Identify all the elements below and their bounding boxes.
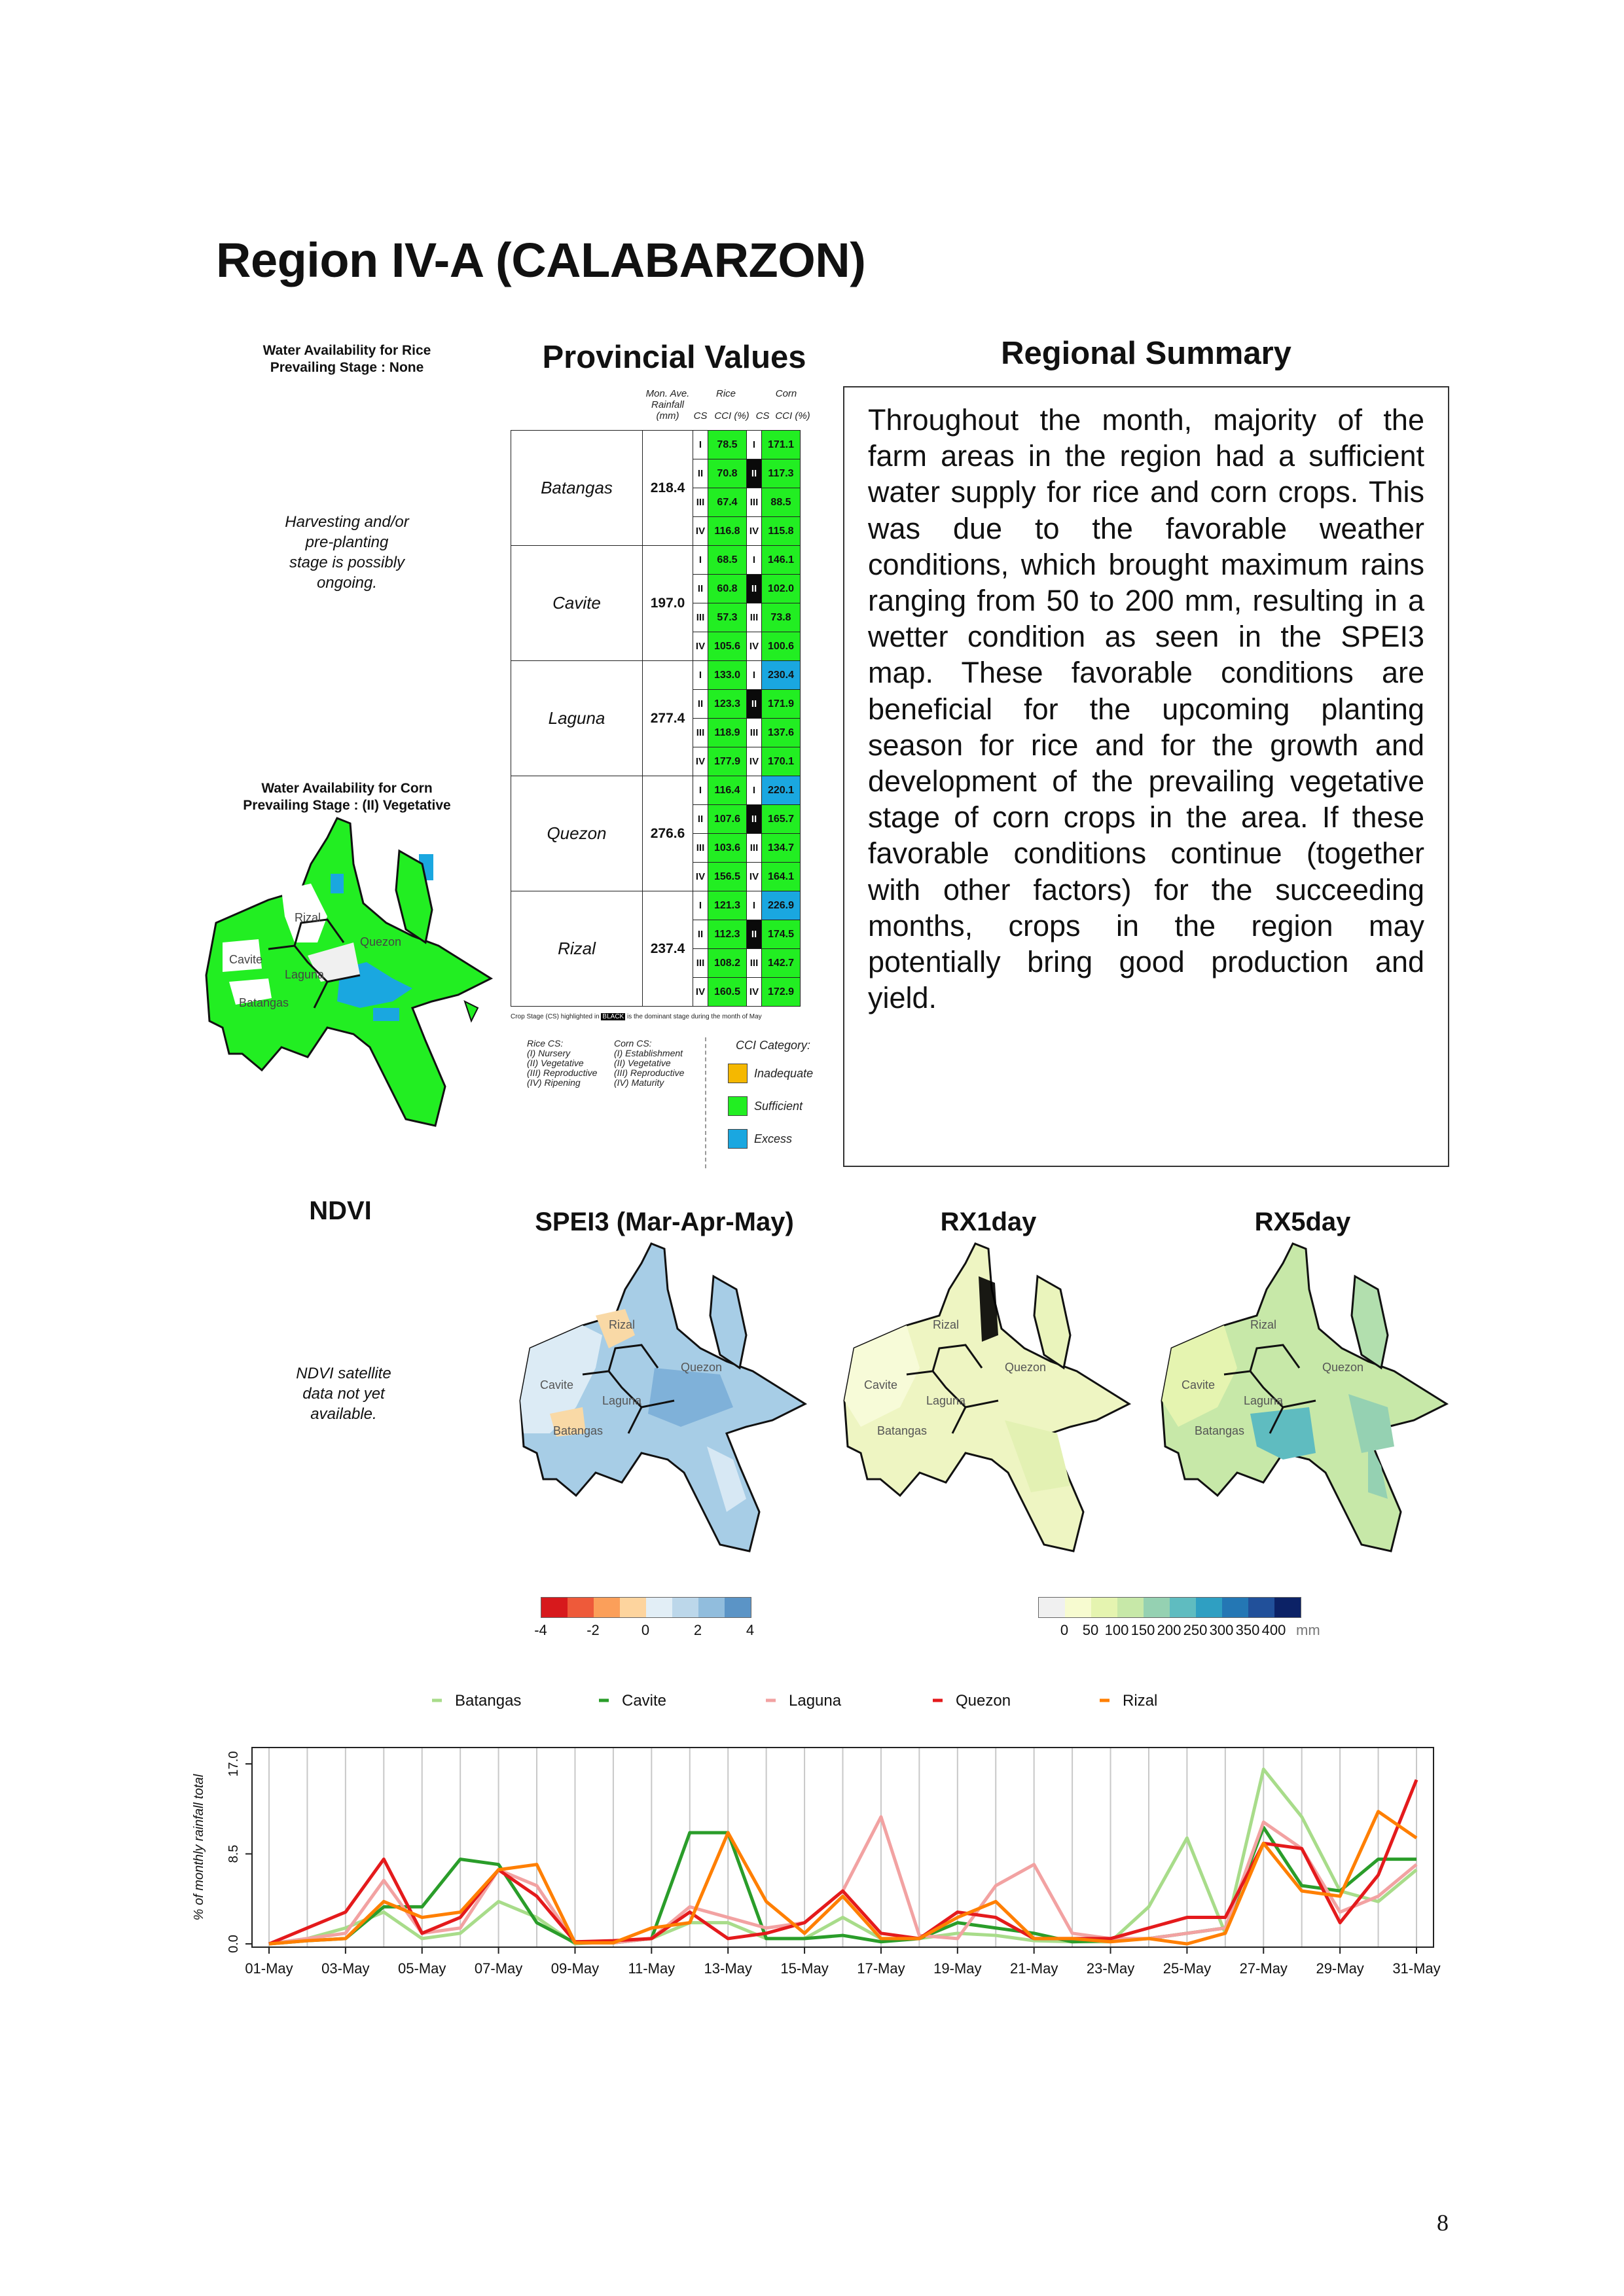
spei-scale-swatch: [594, 1598, 620, 1617]
rainfall-tick-label: 350: [1235, 1622, 1260, 1638]
rice-cci-value: 177.9: [708, 747, 747, 776]
x-tick-label: 23-May: [1086, 1960, 1135, 1977]
rainfall-scale-swatch: [1196, 1598, 1222, 1617]
rice-heading-line2: Prevailing Stage : None: [270, 360, 424, 375]
x-tick-label: 31-May: [1392, 1960, 1441, 1977]
rice-cci-value: 70.8: [708, 459, 747, 488]
page-title: Region IV-A (CALABARZON): [216, 233, 866, 287]
monthly-rainfall: 277.4: [643, 661, 693, 776]
legend-label: Cavite: [622, 1692, 667, 1710]
rice-crop-stage: I: [693, 891, 708, 920]
col-mm: (mm): [656, 410, 679, 422]
x-tick-label: 17-May: [857, 1960, 905, 1977]
rice-col-header: Rice: [715, 388, 736, 399]
monthly-rainfall: 218.4: [643, 431, 693, 546]
corn-map-label: Laguna: [285, 968, 325, 981]
province-name: Rizal: [511, 891, 643, 1007]
legend-divider: [705, 1037, 706, 1168]
rice-crop-stage: IV: [693, 632, 708, 661]
corn-crop-stage: III: [747, 488, 762, 517]
corn-cs-item: (III) Reproductive: [614, 1067, 685, 1078]
provincial-table-row: [511, 891, 801, 920]
rice-crop-stage: III: [693, 488, 708, 517]
y-tick-label: 0.0: [226, 1935, 241, 1953]
rice-crop-stage: II: [693, 459, 708, 488]
monthly-rainfall: 197.0: [643, 546, 693, 661]
spei-map-label: Laguna: [602, 1394, 642, 1407]
rice-cci-value: 112.3: [708, 920, 747, 949]
rice-crop-stage: IV: [693, 517, 708, 546]
rice-cs-item: (IV) Ripening: [527, 1077, 581, 1088]
rx5-map-label: Rizal: [1250, 1318, 1277, 1331]
ndvi-note-line: data not yet: [302, 1385, 385, 1403]
rice-cci-value: 118.9: [708, 719, 747, 747]
y-tick-label: 8.5: [226, 1844, 241, 1863]
corn-cs-title: Corn CS:: [614, 1038, 652, 1049]
corn-cci-value: 220.1: [762, 776, 801, 805]
y-axis-label: % of monthly rainfall total: [192, 1774, 206, 1921]
rx1-map-label: Rizal: [933, 1318, 960, 1331]
rice-crop-stage: II: [693, 690, 708, 719]
corn-cci-value: 172.9: [762, 978, 801, 1007]
corn-col-header: Corn: [775, 388, 797, 399]
provincial-values-heading: Provincial Values: [542, 340, 806, 375]
spei-color-scale: [541, 1597, 751, 1618]
legend-label: Laguna: [789, 1692, 842, 1710]
provincial-table-row: [511, 776, 801, 805]
cci-excess: [728, 1129, 813, 1149]
corn-water-map: [196, 812, 497, 1132]
corn-cci-value: 174.5: [762, 920, 801, 949]
rx1day-map: [835, 1237, 1136, 1564]
rice-cs-item: (I) Nursery: [527, 1048, 571, 1058]
corn-crop-stage: IV: [747, 978, 762, 1007]
corn-cci-value: 117.3: [762, 459, 801, 488]
rice-crop-stage: III: [693, 834, 708, 863]
footnote-part-a: Crop Stage (CS) highlighted in: [511, 1013, 600, 1020]
spei-tick-label: 0: [641, 1622, 650, 1638]
corn-water-heading: [209, 780, 484, 814]
corn-crop-stage: IV: [747, 517, 762, 546]
rice-cs-item: (III) Reproductive: [527, 1067, 598, 1078]
rice-cci-value: 105.6: [708, 632, 747, 661]
corn-crop-stage: III: [747, 834, 762, 863]
ndvi-note-line: NDVI satellite: [296, 1365, 391, 1382]
spei-scale-swatch: [725, 1598, 751, 1617]
corn-cci-header: CCI (%): [775, 410, 810, 422]
x-tick-label: 21-May: [1009, 1960, 1058, 1977]
rice-cci-value: 67.4: [708, 488, 747, 517]
corn-heading-line1: Water Availability for Corn: [261, 781, 433, 796]
rice-note: [236, 512, 458, 593]
rice-note-line: stage is possibly: [289, 554, 405, 571]
spei-scale-swatch: [620, 1598, 646, 1617]
rainfall-scale-swatch: [1091, 1598, 1117, 1617]
x-tick-label: 03-May: [321, 1960, 370, 1977]
rx1day-heading: RX1day: [940, 1208, 1037, 1236]
rice-cci-value: 78.5: [708, 431, 747, 459]
corn-cci-value: 137.6: [762, 719, 801, 747]
rice-cci-value: 121.3: [708, 891, 747, 920]
rainfall-tick-label: 300: [1209, 1622, 1234, 1638]
rainfall-tick-label: 50: [1082, 1622, 1099, 1638]
rx5-map-label: Laguna: [1244, 1394, 1284, 1407]
corn-cs-legend: [614, 1039, 699, 1088]
ndvi-note-line: available.: [310, 1405, 377, 1423]
corn-crop-stage: III: [747, 719, 762, 747]
rice-note-line: Harvesting and/or: [285, 513, 409, 531]
corn-crop-stage: I: [747, 661, 762, 690]
rice-cs-title: Rice CS:: [527, 1038, 564, 1049]
regional-summary-box: [843, 386, 1449, 1167]
regional-summary-heading: Regional Summary: [1001, 336, 1291, 371]
corn-cci-value: 88.5: [762, 488, 801, 517]
rice-crop-stage: IV: [693, 978, 708, 1007]
rice-cci-value: 60.8: [708, 575, 747, 603]
rainfall-scale-ticks: [1051, 1622, 1287, 1641]
rice-cci-value: 123.3: [708, 690, 747, 719]
x-tick-label: 29-May: [1316, 1960, 1364, 1977]
corn-cci-value: 142.7: [762, 949, 801, 978]
spei-tick-label: -4: [534, 1622, 547, 1638]
provincial-table-row: [511, 661, 801, 690]
corn-map-label: Rizal: [295, 911, 321, 924]
y-tick-label: 17.0: [226, 1751, 241, 1777]
rx5-map-label: Quezon: [1322, 1361, 1364, 1374]
rx1-map-label: Cavite: [864, 1378, 898, 1391]
rainfall-scale-swatch: [1065, 1598, 1091, 1617]
rainfall-tick-label: 100: [1104, 1622, 1129, 1638]
rainfall-tick-label: 150: [1130, 1622, 1155, 1638]
rice-cci-value: 133.0: [708, 661, 747, 690]
x-tick-label: 19-May: [933, 1960, 982, 1977]
rainfall-scale-swatch: [1222, 1598, 1248, 1617]
x-tick-label: 05-May: [398, 1960, 446, 1977]
rainfall-tick-label: 0: [1060, 1622, 1069, 1638]
rainfall-scale-unit: mm: [1296, 1622, 1320, 1638]
spei-tick-label: 2: [693, 1622, 702, 1638]
cci-sufficient: [728, 1096, 813, 1116]
ndvi-note: [262, 1363, 425, 1424]
rx1-map-label: Laguna: [926, 1394, 966, 1407]
rainfall-tick-label: 400: [1261, 1622, 1286, 1638]
daily-rainfall-chart: [190, 1682, 1466, 1996]
rainfall-color-scale: [1038, 1597, 1301, 1618]
rice-crop-stage: IV: [693, 747, 708, 776]
corn-cci-value: 100.6: [762, 632, 801, 661]
spei-scale-swatch: [646, 1598, 672, 1617]
cci-inadequate: [728, 1064, 813, 1083]
legend-label: Quezon: [956, 1692, 1011, 1710]
rice-crop-stage: IV: [693, 863, 708, 891]
corn-cci-value: 73.8: [762, 603, 801, 632]
rice-cci-value: 68.5: [708, 546, 747, 575]
spei-tick-label: -2: [586, 1622, 600, 1638]
rice-crop-stage: I: [693, 431, 708, 459]
corn-heading-line2: Prevailing Stage : (II) Vegetative: [243, 798, 451, 813]
provincial-values-table: [511, 430, 801, 1007]
rice-cci-value: 116.8: [708, 517, 747, 546]
spei-map-label: Rizal: [609, 1318, 636, 1331]
rice-cs-legend: [527, 1039, 605, 1088]
monthly-rainfall: 237.4: [643, 891, 693, 1007]
corn-cci-value: 165.7: [762, 805, 801, 834]
footnote-black: BLACK: [602, 1013, 624, 1020]
rainfall-scale-swatch: [1117, 1598, 1144, 1617]
rainfall-col-header: [641, 388, 694, 422]
x-tick-label: 13-May: [704, 1960, 752, 1977]
rice-crop-stage: III: [693, 603, 708, 632]
corn-crop-stage: IV: [747, 747, 762, 776]
province-name: Cavite: [511, 546, 643, 661]
corn-crop-stage: I: [747, 891, 762, 920]
rainfall-scale-swatch: [1170, 1598, 1196, 1617]
corn-crop-stage: II: [747, 805, 762, 834]
spei-map-label: Cavite: [540, 1378, 574, 1391]
page-number: 8: [1437, 2210, 1449, 2236]
rx5-map-label: Batangas: [1195, 1424, 1245, 1437]
x-tick-label: 07-May: [474, 1960, 523, 1977]
rx1-map-label: Batangas: [877, 1424, 928, 1437]
rice-cci-value: 116.4: [708, 776, 747, 805]
rx5day-map: [1152, 1237, 1453, 1564]
spei3-map: [511, 1237, 812, 1564]
rice-heading-line1: Water Availability for Rice: [262, 343, 431, 358]
spei-scale-swatch: [672, 1598, 698, 1617]
spei-tick-label: 4: [746, 1622, 755, 1638]
corn-crop-stage: I: [747, 776, 762, 805]
spei-map-label: Quezon: [681, 1361, 723, 1374]
rice-crop-stage: I: [693, 546, 708, 575]
corn-cci-value: 171.9: [762, 690, 801, 719]
crop-stage-footnote: [511, 1013, 825, 1020]
rice-crop-stage: II: [693, 805, 708, 834]
inadequate-swatch: [728, 1064, 748, 1083]
corn-cci-value: 146.1: [762, 546, 801, 575]
spei-scale-swatch: [541, 1598, 568, 1617]
corn-cs-header: CS: [755, 410, 770, 422]
rainfall-scale-swatch: [1248, 1598, 1274, 1617]
corn-cci-value: 171.1: [762, 431, 801, 459]
rainfall-scale-swatch: [1274, 1598, 1301, 1617]
provincial-table-row: [511, 431, 801, 459]
rice-cs-header: CS: [693, 410, 708, 422]
corn-cci-value: 102.0: [762, 575, 801, 603]
excess-swatch: [728, 1129, 748, 1149]
province-name: Laguna: [511, 661, 643, 776]
rice-cci-value: 156.5: [708, 863, 747, 891]
corn-cs-item: (I) Establishment: [614, 1048, 683, 1058]
rice-cci-value: 108.2: [708, 949, 747, 978]
corn-map-label: Batangas: [239, 996, 289, 1009]
corn-crop-stage: II: [747, 459, 762, 488]
corn-crop-stage: II: [747, 575, 762, 603]
x-tick-label: 01-May: [245, 1960, 293, 1977]
corn-cci-value: 226.9: [762, 891, 801, 920]
rx5-map-label: Cavite: [1182, 1378, 1216, 1391]
corn-cci-value: 115.8: [762, 517, 801, 546]
corn-cci-value: 134.7: [762, 834, 801, 863]
monthly-rainfall: 276.6: [643, 776, 693, 891]
rice-note-line: ongoing.: [316, 574, 378, 592]
corn-crop-stage: III: [747, 603, 762, 632]
x-tick-label: 15-May: [780, 1960, 829, 1977]
province-name: Quezon: [511, 776, 643, 891]
rice-cci-value: 160.5: [708, 978, 747, 1007]
spei-map-label: Batangas: [553, 1424, 604, 1437]
province-name: Batangas: [511, 431, 643, 546]
rice-crop-stage: I: [693, 661, 708, 690]
cci-label: Excess: [754, 1132, 793, 1145]
rice-cci-value: 103.6: [708, 834, 747, 863]
rainfall-tick-label: 250: [1183, 1622, 1208, 1638]
corn-crop-stage: IV: [747, 632, 762, 661]
col-rainfall: Rainfall: [651, 399, 685, 410]
ndvi-heading: NDVI: [309, 1196, 372, 1225]
rice-cci-value: 57.3: [708, 603, 747, 632]
rice-cci-value: 107.6: [708, 805, 747, 834]
sufficient-swatch: [728, 1096, 748, 1116]
rice-crop-stage: III: [693, 949, 708, 978]
rice-cs-item: (II) Vegetative: [527, 1058, 584, 1068]
rice-cci-header: CCI (%): [714, 410, 749, 422]
legend-label: Batangas: [455, 1692, 522, 1710]
regional-summary-text: Throughout the month, majority of the farm areas in the region had a sufficient water supply for rice and corn crops. This was due to the favorable weather conditions, which brought maximum rains ranging from 50 to 200 mm, resulting in a wetter condition as seen in the SPEI3 map. These favorable conditions are beneficial for the upcoming planting season for rice and for the growth and development of the prevailing vegetative stage of corn crops in the area. If these favorable conditions continue (together with other factors) for the succeeding months, crops in the region may potentially bring good production and yield.: [868, 403, 1424, 1015]
x-tick-label: 09-May: [550, 1960, 600, 1977]
x-tick-label: 25-May: [1163, 1960, 1212, 1977]
x-tick-label: 11-May: [628, 1960, 676, 1977]
cci-legend: [728, 1064, 813, 1149]
rice-crop-stage: III: [693, 719, 708, 747]
corn-crop-stage: II: [747, 690, 762, 719]
provincial-table-row: [511, 546, 801, 575]
corn-cci-value: 164.1: [762, 863, 801, 891]
rice-note-line: pre-planting: [305, 533, 389, 551]
legend-label: Rizal: [1123, 1692, 1158, 1710]
rainfall-scale-swatch: [1039, 1598, 1065, 1617]
cci-label: Sufficient: [754, 1099, 803, 1113]
corn-crop-stage: IV: [747, 863, 762, 891]
corn-cs-item: (II) Vegetative: [614, 1058, 671, 1068]
rainfall-scale-swatch: [1144, 1598, 1170, 1617]
cci-label: Inadequate: [754, 1066, 814, 1080]
corn-cci-value: 170.1: [762, 747, 801, 776]
spei-scale-ticks: [528, 1622, 763, 1641]
rx1-map-label: Quezon: [1005, 1361, 1047, 1374]
corn-map-label: Quezon: [360, 935, 402, 948]
cci-category-title: CCI Category:: [736, 1039, 811, 1052]
rice-crop-stage: II: [693, 920, 708, 949]
corn-crop-stage: II: [747, 920, 762, 949]
corn-map-label: Cavite: [229, 953, 263, 966]
spei-scale-swatch: [568, 1598, 594, 1617]
corn-crop-stage: I: [747, 546, 762, 575]
rainfall-tick-label: 200: [1157, 1622, 1182, 1638]
footnote-part-b: is the dominant stage during the month of May: [627, 1013, 762, 1020]
spei-scale-swatch: [698, 1598, 725, 1617]
x-tick-label: 27-May: [1239, 1960, 1288, 1977]
corn-crop-stage: I: [747, 431, 762, 459]
rx5day-heading: RX5day: [1254, 1208, 1351, 1236]
corn-cs-item: (IV) Maturity: [614, 1077, 664, 1088]
rice-crop-stage: II: [693, 575, 708, 603]
spei3-heading: SPEI3 (Mar-Apr-May): [535, 1208, 794, 1236]
corn-cci-value: 230.4: [762, 661, 801, 690]
col-mon-ave: Mon. Ave.: [645, 388, 690, 399]
rice-water-heading: [216, 342, 478, 376]
corn-crop-stage: III: [747, 949, 762, 978]
rice-crop-stage: I: [693, 776, 708, 805]
